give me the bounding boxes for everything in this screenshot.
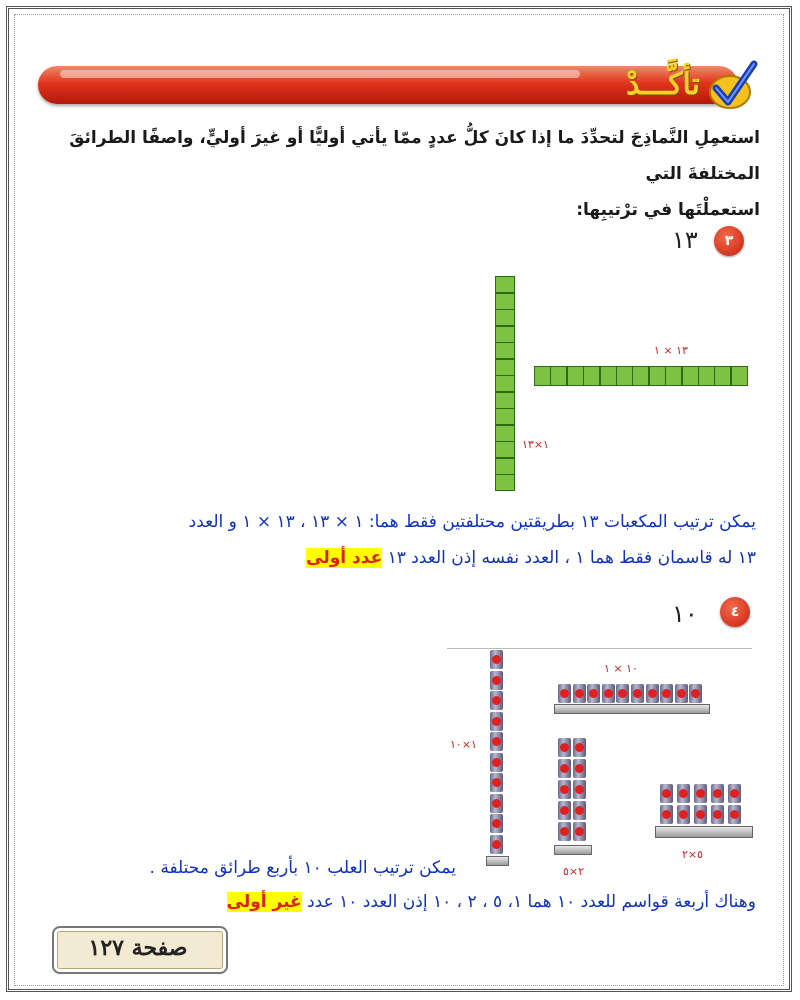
can bbox=[490, 835, 503, 854]
can bbox=[490, 691, 503, 710]
can bbox=[558, 780, 571, 799]
question-3-value: ١٣ bbox=[672, 226, 698, 254]
cube bbox=[495, 375, 515, 392]
cube bbox=[495, 392, 515, 409]
cube bbox=[583, 366, 600, 386]
instructions-line-1: استعمِلِ النَّماذِجَ لتحدِّدَ ما إذا كانَ كلُّ عددٍ ممّا يأتي أوليًّا أو غيرَ أوليٍّ، واصفًا الطرائقَ المختلفةَ التي bbox=[69, 128, 760, 184]
can bbox=[573, 759, 586, 778]
can bbox=[573, 801, 586, 820]
tray bbox=[655, 826, 753, 838]
can bbox=[558, 801, 571, 820]
cube bbox=[495, 458, 515, 475]
cube bbox=[567, 366, 584, 386]
can bbox=[677, 805, 690, 824]
q4-label-vertical: ١×١٠ bbox=[450, 738, 477, 751]
can bbox=[677, 784, 690, 803]
q4-label-top: ١٠ × ١ bbox=[604, 662, 638, 675]
can bbox=[490, 732, 503, 751]
can bbox=[490, 650, 503, 669]
can bbox=[660, 805, 673, 824]
question-4-value: ١٠ bbox=[672, 600, 698, 628]
tray bbox=[554, 845, 592, 855]
cube bbox=[649, 366, 666, 386]
cube bbox=[495, 408, 515, 425]
can bbox=[573, 780, 586, 799]
cube bbox=[698, 366, 715, 386]
cube bbox=[534, 366, 551, 386]
figure-top-rule bbox=[447, 648, 752, 649]
cube bbox=[495, 309, 515, 326]
q4-answer-line-1: يمكن ترتيب العلب ١٠ بأربع طرائق محتلفة . bbox=[149, 858, 456, 878]
q3-answer-highlight: عدد أولى bbox=[306, 548, 383, 568]
can bbox=[711, 784, 724, 803]
can bbox=[689, 684, 702, 703]
can bbox=[660, 784, 673, 803]
cube bbox=[665, 366, 682, 386]
can bbox=[728, 805, 741, 824]
can bbox=[490, 773, 503, 792]
cube bbox=[495, 359, 515, 376]
can bbox=[490, 814, 503, 833]
can bbox=[587, 684, 600, 703]
cube bbox=[714, 366, 731, 386]
can bbox=[490, 794, 503, 813]
cube bbox=[495, 276, 515, 293]
can bbox=[573, 684, 586, 703]
can bbox=[694, 805, 707, 824]
question-3-badge: ٣ bbox=[714, 226, 744, 256]
can bbox=[490, 671, 503, 690]
q3-answer-line-2 bbox=[60, 548, 756, 568]
q4-answer-highlight: غير أولى bbox=[226, 892, 302, 912]
can bbox=[675, 684, 688, 703]
can bbox=[660, 684, 673, 703]
q3-answer-text: ١٣ له قاسمان فقط هما ١ ، العدد نفسه إذن العدد ١٣ bbox=[382, 548, 756, 568]
cube bbox=[632, 366, 649, 386]
cube bbox=[550, 366, 567, 386]
can bbox=[490, 753, 503, 772]
question-4-badge: ٤ bbox=[720, 597, 750, 627]
can bbox=[490, 712, 503, 731]
cube bbox=[495, 425, 515, 442]
page-number: صفحة ١٢٧ bbox=[88, 935, 188, 961]
cube bbox=[731, 366, 748, 386]
banner-shine bbox=[60, 70, 580, 78]
cube bbox=[495, 342, 515, 359]
can bbox=[694, 784, 707, 803]
q4-answer-text: وهناك أربعة قواسم للعدد ١٠ هما ١، ٥ ، ٢ ، ١٠ إذن العدد ١٠ عدد bbox=[301, 892, 756, 912]
checkmark-icon bbox=[704, 58, 760, 114]
cube bbox=[495, 293, 515, 310]
can bbox=[558, 759, 571, 778]
can bbox=[573, 738, 586, 757]
cube bbox=[495, 326, 515, 343]
q3-label-horizontal: ١٣ × ١ bbox=[654, 344, 688, 357]
cube bbox=[616, 366, 633, 386]
can bbox=[711, 805, 724, 824]
can bbox=[646, 684, 659, 703]
cube bbox=[682, 366, 699, 386]
q3-answer-line-1: يمكن ترتيب المكعبات ١٣ بطريقتين محتلفتين فقط هما: ١ × ١٣ ، ١٣ × ١ و العدد bbox=[188, 512, 756, 532]
q4-label-2x5: ٢×٥ bbox=[563, 865, 585, 878]
instructions-line-2: استعملْتَها في ترْتيبِها: bbox=[576, 200, 760, 220]
cube bbox=[495, 474, 515, 491]
can bbox=[558, 822, 571, 841]
cube bbox=[495, 441, 515, 458]
cube bbox=[600, 366, 617, 386]
tray bbox=[554, 704, 710, 714]
q4-answer-line-2 bbox=[60, 892, 756, 912]
can bbox=[573, 822, 586, 841]
can bbox=[558, 684, 571, 703]
tray bbox=[486, 856, 509, 866]
q3-label-vertical: ١×١٣ bbox=[522, 438, 549, 451]
can bbox=[558, 738, 571, 757]
q4-label-5x2: ٥×٢ bbox=[682, 848, 704, 861]
can bbox=[602, 684, 615, 703]
can bbox=[616, 684, 629, 703]
banner-title: تأكَّـــدْ bbox=[626, 67, 700, 102]
can bbox=[728, 784, 741, 803]
instructions bbox=[30, 120, 760, 228]
can bbox=[631, 684, 644, 703]
